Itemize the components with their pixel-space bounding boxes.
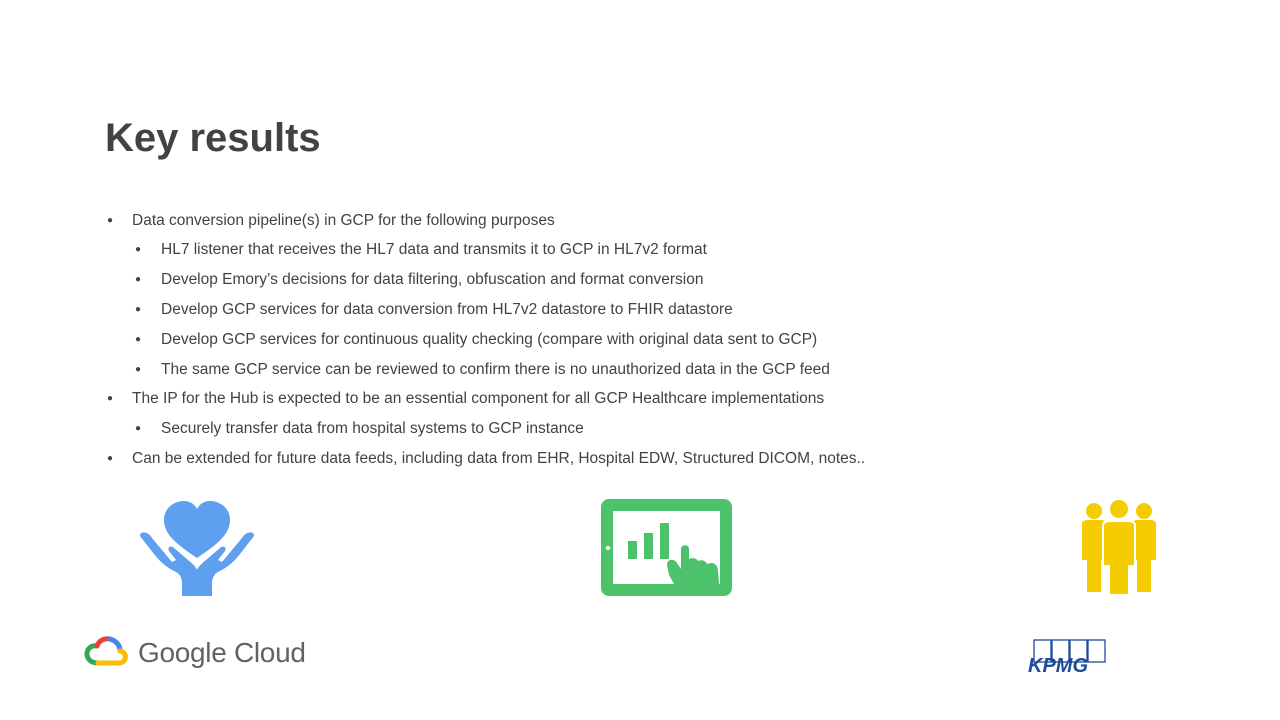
- google-cloud-logo: [84, 636, 306, 670]
- sub-bullet-item: ● HL7 listener that receives the HL7 data and transmits it to GCP in HL7v2 format: [105, 240, 1205, 260]
- kpmg-wordmark: KPMG: [1028, 655, 1088, 676]
- google-cloud-icon: [84, 636, 128, 670]
- bullet-item: ● The IP for the Hub is expected to be an essential component for all GCP Healthcare implementations: [105, 389, 1205, 409]
- sub-bullet-item: ● Develop Emory’s decisions for data filtering, obfuscation and format conversion: [105, 270, 1205, 290]
- sub-bullet-item: ● Securely transfer data from hospital systems to GCP instance: [105, 419, 1205, 439]
- sub-bullet-item: ● The same GCP service can be reviewed to confirm there is no unauthorized data in the GCP feed: [105, 360, 1205, 380]
- kpmg-logo: [1026, 638, 1112, 676]
- bullet-item: ● Data conversion pipeline(s) in GCP for the following purposes: [105, 211, 1205, 231]
- google-cloud-wordmark: Google Cloud: [138, 637, 306, 668]
- people-group-icon: [1077, 498, 1161, 596]
- bullet-list: [105, 211, 1205, 469]
- heart-hands-icon: [136, 498, 258, 598]
- bullet-item: ● Can be extended for future data feeds, including data from EHR, Hospital EDW, Structured DICOM, notes..: [105, 449, 1205, 469]
- sub-bullet-item: ● Develop GCP services for data conversion from HL7v2 datastore to FHIR datastore: [105, 300, 1205, 320]
- sub-bullet-item: ● Develop GCP services for continuous quality checking (compare with original data sent to GCP): [105, 330, 1205, 350]
- tablet-chart-icon: [601, 499, 733, 597]
- slide-title: Key results: [105, 116, 321, 160]
